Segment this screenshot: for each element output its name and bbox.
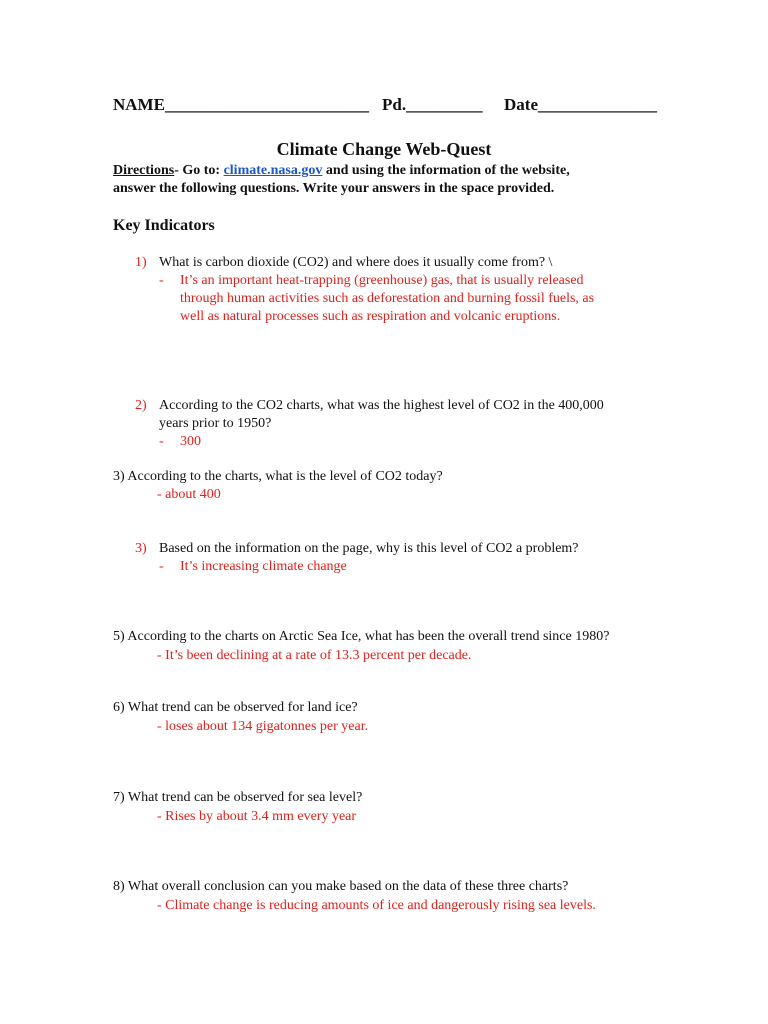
question-text: According to the charts, what is the level of CO2 today? xyxy=(127,469,443,484)
question-number: 6) xyxy=(113,700,125,715)
question-text: What overall conclusion can you make based on the data of these three charts? xyxy=(127,879,569,894)
question-line xyxy=(113,879,568,895)
website-link[interactable]: climate.nasa.gov xyxy=(223,163,323,178)
answer-text: - loses about 134 gigatonnes per year. xyxy=(157,719,369,734)
answer-text: - Rises by about 3.4 mm every year xyxy=(157,809,357,824)
question-text: Based on the information on the page, why is this level of CO2 a problem? xyxy=(159,541,579,556)
answer-text: - Climate change is reducing amounts of ice and dangerously rising sea levels. xyxy=(157,898,596,913)
question-text: According to the CO2 charts, what was the highest level of CO2 in the 400,000 xyxy=(159,398,604,413)
question-text: What is carbon dioxide (CO2) and where does it usually come from? \ xyxy=(159,255,553,270)
directions-line-2: answer the following questions. Write your answers in the space provided. xyxy=(113,181,555,196)
name-field: NAME________________________ xyxy=(113,95,369,114)
question-number: 2) xyxy=(135,398,147,413)
directions-rest: and using the information of the website, xyxy=(325,163,570,178)
question-text: According to the charts on Arctic Sea Ice, what has been the overall trend since 1980? xyxy=(127,629,610,644)
question-text: What trend can be observed for sea level? xyxy=(127,790,363,805)
question-number: 8) xyxy=(113,879,125,894)
directions-go-to: - Go to: xyxy=(174,163,221,178)
answer-text: It’s an important heat-trapping (greenhouse) gas, that is usually released xyxy=(180,273,584,288)
answer-text: It’s increasing climate change xyxy=(180,559,347,574)
answer-dash: - xyxy=(159,434,164,449)
answer-text: well as natural processes such as respiration and volcanic eruptions. xyxy=(180,309,561,324)
answer-text: 300 xyxy=(180,434,201,449)
answer-text: - about 400 xyxy=(157,487,221,502)
question-text: What trend can be observed for land ice? xyxy=(127,700,358,715)
directions-line-1 xyxy=(113,163,570,179)
answer-text: - It’s been declining at a rate of 13.3 percent per decade. xyxy=(157,648,472,663)
date-field: Date______________ xyxy=(504,95,657,114)
period-field: Pd._________ xyxy=(382,95,483,114)
question-line xyxy=(113,629,609,645)
question-text: years prior to 1950? xyxy=(159,416,272,431)
question-line xyxy=(113,790,362,806)
answer-dash: - xyxy=(159,273,164,288)
question-line xyxy=(113,700,358,716)
section-heading: Key Indicators xyxy=(113,217,215,234)
question-number: 7) xyxy=(113,790,125,805)
page-title: Climate Change Web-Quest xyxy=(276,139,492,159)
question-number: 1) xyxy=(135,255,147,270)
question-number: 3) xyxy=(113,469,125,484)
answer-dash: - xyxy=(159,559,164,574)
question-line xyxy=(113,469,443,485)
answer-text: through human activities such as deforestation and burning fossil fuels, as xyxy=(180,291,595,306)
directions-label: Directions xyxy=(113,163,175,178)
question-number: 5) xyxy=(113,629,125,644)
question-number: 3) xyxy=(135,541,147,556)
